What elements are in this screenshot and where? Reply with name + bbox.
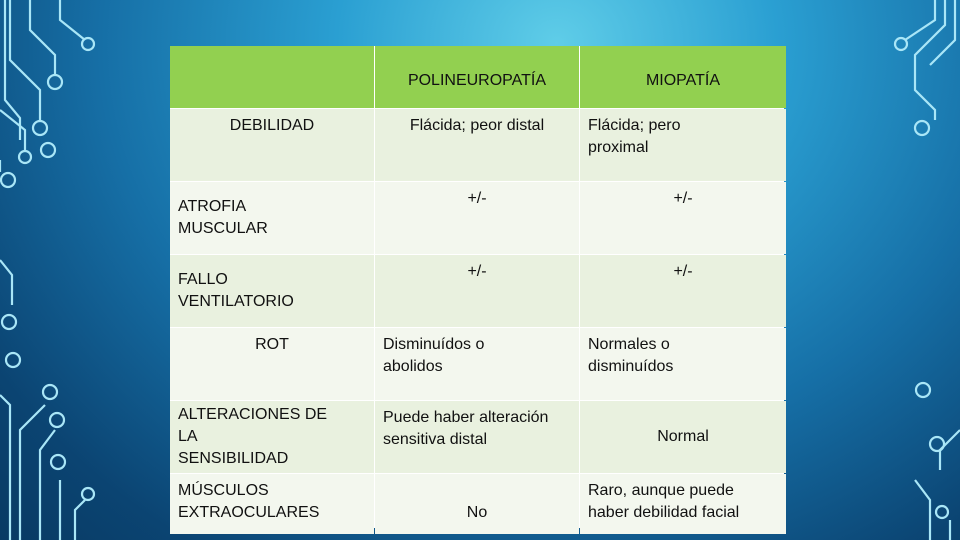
row-label-musculos-extraoculares: MÚSCULOS EXTRAOCULARES — [170, 474, 374, 534]
cell-atrofia-polineuropatia: +/- — [375, 182, 579, 254]
cell-extraoculares-miopatia: Raro, aunque puede haber debilidad facial — [580, 474, 786, 534]
row-label-fallo-ventilatorio: FALLO VENTILATORIO — [170, 255, 374, 327]
row-label-atrofia: ATROFIA MUSCULAR — [170, 182, 374, 254]
cell-rot-polineuropatia: Disminuídos o abolidos — [375, 328, 579, 400]
cell-sensibilidad-miopatia: Normal — [580, 401, 786, 473]
cell-fallo-polineuropatia: +/- — [375, 255, 579, 327]
comparison-table — [170, 46, 784, 528]
cell-debilidad-polineuropatia: Flácida; peor distal — [375, 109, 579, 181]
cell-sensibilidad-polineuropatia: Puede haber alteración sensitiva distal — [375, 401, 579, 473]
cell-debilidad-miopatia: Flácida; pero proximal — [580, 109, 786, 181]
cell-fallo-miopatia: +/- — [580, 255, 786, 327]
row-label-sensibilidad: ALTERACIONES DE LA SENSIBILIDAD — [170, 401, 374, 473]
header-polineuropatia: POLINEUROPATÍA — [375, 46, 579, 108]
cell-atrofia-miopatia: +/- — [580, 182, 786, 254]
cell-rot-miopatia: Normales o disminuídos — [580, 328, 786, 400]
header-empty — [170, 46, 374, 108]
cell-extraoculares-polineuropatia: No — [375, 474, 579, 534]
header-miopatia: MIOPATÍA — [580, 46, 786, 108]
row-label-rot: ROT — [170, 328, 374, 400]
row-label-debilidad: DEBILIDAD — [170, 109, 374, 181]
